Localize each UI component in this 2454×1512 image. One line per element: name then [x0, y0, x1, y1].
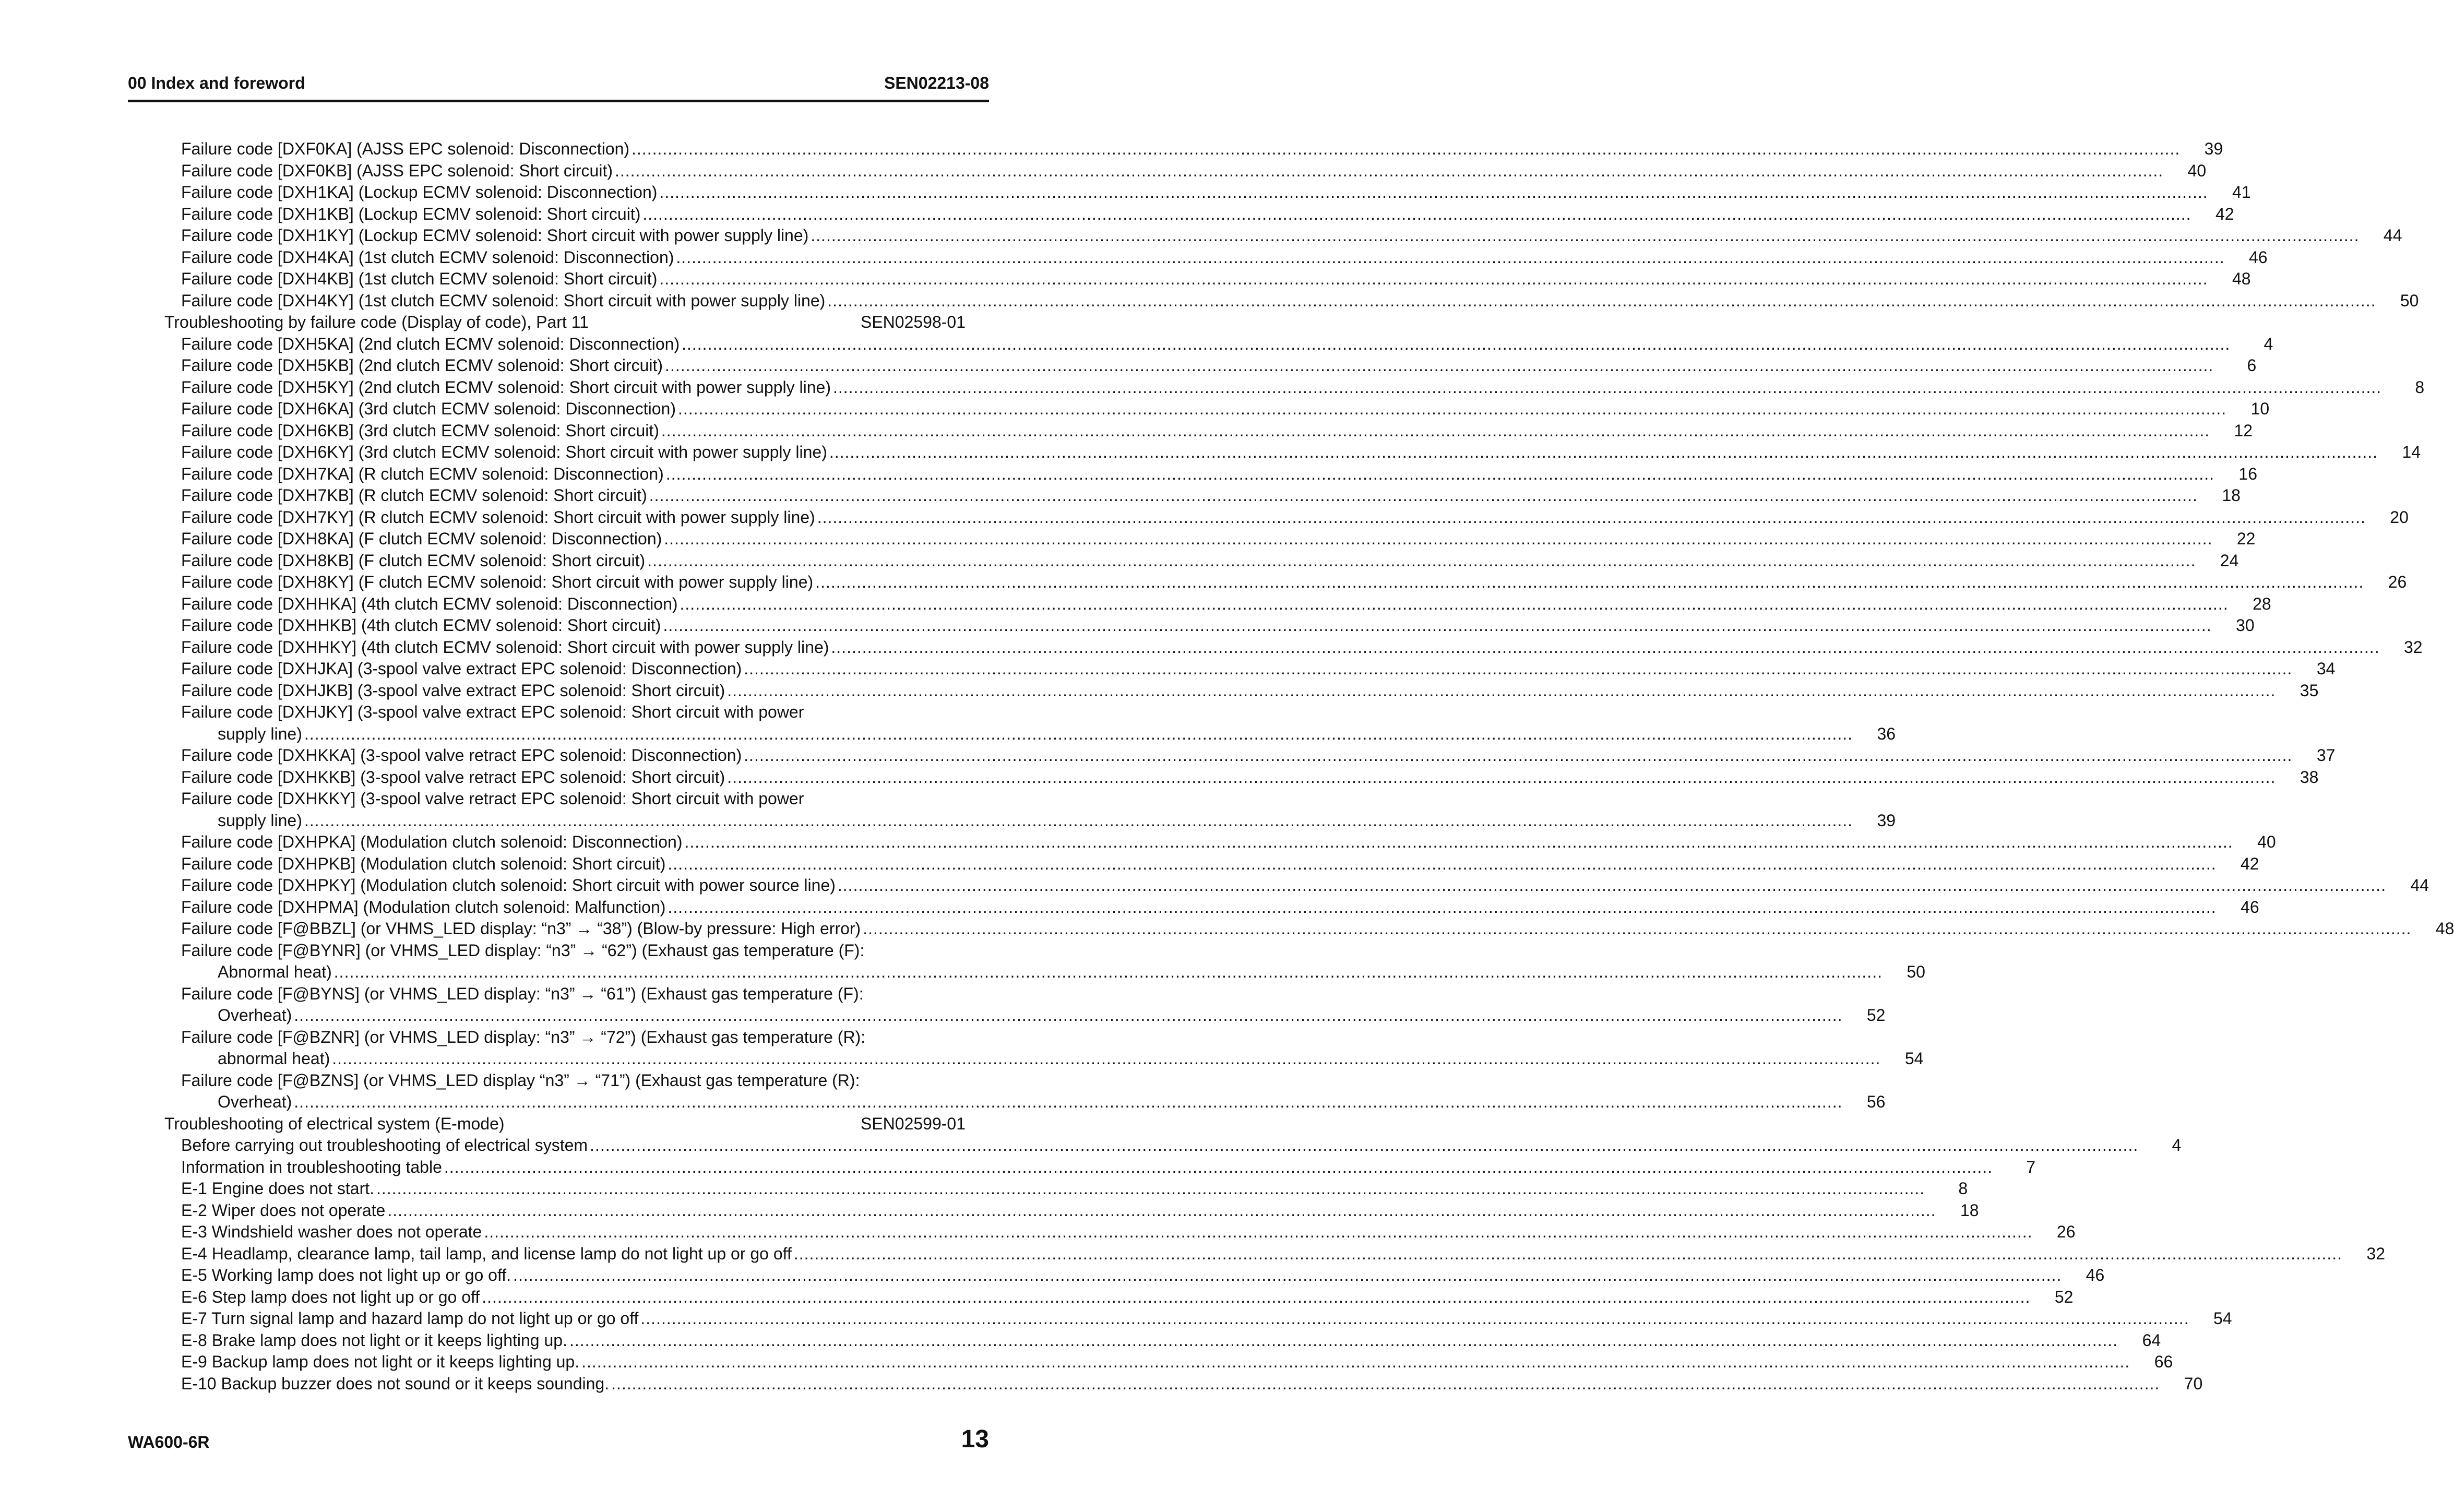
toc-entry[interactable]	[164, 1373, 2203, 1395]
toc-entry[interactable]	[164, 182, 2251, 204]
toc-dot-leader	[482, 1287, 2030, 1308]
toc-entry-page: 56	[1866, 1092, 1886, 1111]
document-code: SEN02213-08	[884, 74, 989, 92]
toc-entry[interactable]	[164, 1178, 1968, 1200]
toc-entry-title: Failure code [F@BYNS] (or VHMS_LED display: “n3” → “61”) (Exhaust gas temperature (F):	[181, 984, 864, 1003]
toc-entry[interactable]	[164, 831, 2276, 853]
toc-entry-title: Failure code [DXH5KY] (2nd clutch ECMV solenoid: Short circuit with power supply line)	[181, 377, 831, 397]
toc-section-title: Troubleshooting of electrical system (E-mode)	[164, 1114, 505, 1133]
toc-entry-page: 54	[1904, 1049, 1924, 1068]
toc-dot-leader	[829, 442, 2378, 463]
toc-entry-title: E-9 Backup lamp does not light or it keeps lighting up.	[181, 1352, 580, 1371]
toc-entry-page: 46	[2249, 247, 2268, 267]
header-divider	[128, 100, 989, 102]
toc-entry-title: Failure code [DXHHKY] (4th clutch ECMV solenoid: Short circuit with power supply line)	[181, 637, 829, 657]
toc-entry[interactable]	[164, 680, 2319, 702]
toc-entry-title: E-10 Backup buzzer does not sound or it keeps sounding.	[181, 1374, 610, 1393]
toc-entry-title: Failure code [DXHPKB] (Modulation clutch solenoid: Short circuit)	[181, 854, 666, 873]
toc-entry-page: 46	[2086, 1266, 2105, 1284]
toc-entry-page: 42	[2215, 204, 2234, 223]
toc-dot-leader	[666, 463, 2214, 485]
toc-entry-title: Failure code [DXH6KA] (3rd clutch ECMV solenoid: Disconnection)	[181, 399, 676, 418]
toc-dot-leader	[684, 831, 2233, 853]
toc-entry-title: E-8 Brake lamp does not light or it keeps lighting up.	[181, 1330, 567, 1350]
toc-entry-page: 70	[2184, 1374, 2203, 1393]
toc-dot-leader	[484, 1221, 2032, 1243]
toc-entry-title-continued: supply line)	[218, 724, 302, 743]
toc-dot-leader	[659, 268, 2208, 290]
toc-entry-page: 36	[1877, 724, 1896, 743]
toc-entry-title: Failure code [DXH1KA] (Lockup ECMV solenoid: Disconnection)	[181, 183, 658, 201]
toc-entry-title: E-7 Turn signal lamp and hazard lamp do not light up or go off	[181, 1309, 639, 1328]
toc-entry-title: Failure code [DXH6KY] (3rd clutch ECMV solenoid: Short circuit with power supply line)	[181, 443, 827, 461]
toc-entry-title: Failure code [DXHKKA] (3-spool valve retract EPC solenoid: Disconnection)	[181, 746, 742, 765]
toc-dot-leader	[863, 918, 2411, 940]
toc-entry[interactable]	[164, 853, 2259, 875]
toc-entry[interactable]	[164, 442, 2421, 463]
toc-entry-multiline[interactable]	[164, 1027, 1924, 1070]
toc-dot-leader	[682, 334, 2230, 355]
toc-dot-leader	[387, 1200, 1936, 1222]
toc-entry-title: Failure code [DXHPKA] (Modulation clutch solenoid: Disconnection)	[181, 832, 683, 851]
toc-entry-title: Failure code [F@BYNR] (or VHMS_LED display: “n3” → “62”) (Exhaust gas temperature (F):	[181, 940, 865, 960]
toc-entry-title: Failure code [DXH4KA] (1st clutch ECMV solenoid: Disconnection)	[181, 247, 674, 267]
toc-entry-page: 16	[2238, 464, 2258, 483]
toc-entry-page: 48	[2435, 919, 2454, 938]
toc-entry[interactable]	[164, 334, 2273, 355]
toc-entry-title: Failure code [DXH1KY] (Lockup ECMV solenoid: Short circuit with power supply line)	[181, 226, 809, 245]
toc-dot-leader	[665, 355, 2213, 377]
toc-dot-leader	[680, 593, 2229, 615]
toc-entry[interactable]	[164, 420, 2253, 442]
toc-entry-page: 39	[2204, 139, 2223, 158]
toc-entry-title: Failure code [DXH4KB] (1st clutch ECMV solenoid: Short circuit)	[181, 269, 658, 288]
toc-dot-leader	[304, 723, 1853, 745]
toc-entry-title: E-2 Wiper does not operate	[181, 1200, 386, 1220]
toc-entry-page: 4	[2264, 334, 2273, 353]
toc-entry-page: 32	[2366, 1244, 2386, 1263]
toc-entry-page: 8	[2415, 377, 2425, 397]
toc-dot-leader	[838, 875, 2386, 897]
toc-entry[interactable]	[164, 160, 2207, 182]
toc-entry[interactable]	[164, 593, 2271, 615]
toc-entry[interactable]	[164, 268, 2251, 290]
toc-dot-leader	[334, 961, 1883, 983]
toc-entry[interactable]	[164, 507, 2409, 529]
page-header	[128, 71, 989, 93]
toc-entry-multiline[interactable]	[164, 940, 1925, 983]
toc-entry-page: 12	[2234, 421, 2253, 440]
toc-dot-leader	[304, 810, 1853, 832]
toc-dot-leader	[744, 658, 2292, 680]
toc-entry-title-continued: Overheat)	[218, 1006, 292, 1025]
toc-entry-title: Failure code [DXHJKA] (3-spool valve extract EPC solenoid: Disconnection)	[181, 659, 742, 678]
toc-entry[interactable]	[164, 1308, 2232, 1330]
toc-section-code: SEN02598-01	[860, 313, 966, 331]
toc-entry[interactable]	[164, 745, 2336, 767]
toc-entry[interactable]	[164, 615, 2255, 637]
toc-dot-leader	[615, 160, 2163, 182]
toc-entry-page: 50	[2400, 291, 2419, 310]
toc-entry[interactable]	[164, 485, 2241, 507]
toc-entry-page: 64	[2142, 1330, 2161, 1350]
toc-dot-leader	[727, 680, 2276, 702]
toc-entry-title: Failure code [DXH8KY] (F clutch ECMV solenoid: Short circuit with power supply line)	[181, 573, 814, 591]
toc-entry-page: 32	[2403, 637, 2423, 657]
section-title: 00 Index and foreword	[128, 74, 305, 92]
toc-dot-leader	[513, 1265, 2062, 1287]
toc-dot-leader	[678, 398, 2226, 420]
toc-dot-leader	[647, 550, 2196, 572]
toc-entry[interactable]	[164, 637, 2423, 659]
toc-entry-title: Failure code [DXH8KA] (F clutch ECMV solenoid: Disconnection)	[181, 529, 662, 548]
toc-entry-title: Failure code [DXHPMA] (Modulation clutch solenoid: Malfunction)	[181, 897, 666, 916]
toc-entry[interactable]	[164, 225, 2402, 247]
toc-entry[interactable]	[164, 1287, 2074, 1308]
toc-entry-title-continued: abnormal heat)	[218, 1049, 330, 1068]
toc-entry-title: E-3 Windshield washer does not operate	[181, 1222, 482, 1241]
toc-entry-title: Failure code [F@BZNR] (or VHMS_LED display: “n3” → “72”) (Exhaust gas temperature (R):	[181, 1027, 866, 1046]
toc-entry-page: 48	[2232, 269, 2251, 288]
toc-section-heading[interactable]	[164, 1113, 966, 1135]
toc-entry-title: Failure code [DXHKKY] (3-spool valve retract EPC solenoid: Short circuit with power	[181, 789, 804, 808]
toc-entry-page: 40	[2187, 161, 2207, 180]
toc-entry-title: Failure code [DXH5KA] (2nd clutch ECMV solenoid: Disconnection)	[181, 334, 680, 353]
toc-entry-page: 37	[2316, 746, 2336, 765]
toc-entry-page: 44	[2383, 226, 2402, 245]
toc-entry-title: Failure code [DXHJKB] (3-spool valve extract EPC solenoid: Short circuit)	[181, 681, 725, 700]
toc-dot-leader	[649, 485, 2198, 507]
toc-entry[interactable]	[164, 1330, 2161, 1352]
toc-entry-page: 50	[1907, 962, 1925, 981]
toc-entry[interactable]	[164, 247, 2268, 269]
toc-entry[interactable]	[164, 550, 2239, 572]
toc-dot-leader	[661, 420, 2210, 442]
toc-dot-leader	[640, 1308, 2189, 1330]
toc-dot-leader	[332, 1048, 1880, 1070]
toc-entry-page: 34	[2316, 659, 2336, 678]
toc-dot-leader	[569, 1330, 2118, 1352]
toc-dot-leader	[611, 1373, 2160, 1395]
toc-entry[interactable]	[164, 1265, 2105, 1287]
toc-entry-page: 46	[2241, 897, 2259, 916]
toc-dot-leader	[794, 1243, 2342, 1265]
toc-entry-title: Failure code [DXF0KB] (AJSS EPC solenoid: Short circuit)	[181, 161, 613, 180]
toc-entry-multiline[interactable]	[164, 701, 1896, 745]
toc-dot-leader	[376, 1178, 1925, 1200]
toc-entry-title: Failure code [F@BZNS] (or VHMS_LED display “n3” → “71”) (Exhaust gas temperature (R):	[181, 1070, 860, 1090]
toc-entry-multiline[interactable]	[164, 1070, 1886, 1113]
toc-entry-title: E-6 Step lamp does not light up or go off	[181, 1287, 480, 1306]
toc-entry[interactable]	[164, 138, 2223, 160]
toc-entry-title: E-1 Engine does not start.	[181, 1179, 374, 1198]
toc-entry[interactable]	[164, 355, 2257, 377]
toc-dot-leader	[833, 377, 2381, 399]
toc-entry[interactable]	[164, 1221, 2076, 1243]
toc-entry[interactable]	[164, 1135, 2182, 1157]
toc-dot-leader	[642, 204, 2191, 225]
toc-entry-title: Failure code [DXH6KB] (3rd clutch ECMV solenoid: Short circuit)	[181, 421, 659, 440]
toc-entry-multiline[interactable]	[164, 788, 1896, 831]
toc-dot-leader	[815, 572, 2364, 593]
toc-entry-page: 39	[1877, 811, 1896, 830]
toc-entry[interactable]	[164, 1200, 1979, 1222]
toc-entry-multiline[interactable]	[164, 983, 1886, 1027]
toc-dot-leader	[581, 1351, 2130, 1373]
toc-entry-page: 22	[2236, 529, 2256, 548]
toc-entry-page: 54	[2213, 1309, 2232, 1328]
footer-page-number: 13	[961, 1425, 989, 1453]
toc-entry-title: Failure code [DXHPKY] (Modulation clutch solenoid: Short circuit with power source line)	[181, 876, 836, 895]
toc-entry-title-continued: Abnormal heat)	[218, 962, 332, 981]
toc-dot-leader	[664, 528, 2212, 550]
toc-entry[interactable]	[164, 204, 2234, 225]
toc-entry-page: 18	[1960, 1200, 1979, 1220]
toc-entry[interactable]	[164, 1157, 2036, 1178]
toc-entry-title: Failure code [DXH7KA] (R clutch ECMV solenoid: Disconnection)	[181, 464, 664, 483]
toc-entry-page: 28	[2253, 594, 2271, 613]
toc-entry-page: 4	[2172, 1136, 2182, 1154]
toc-entry-page: 26	[2388, 573, 2407, 591]
toc-dot-leader	[590, 1135, 2138, 1157]
toc-entry-page: 30	[2236, 616, 2255, 635]
toc-entry-title: Failure code [F@BBZL] (or VHMS_LED display: “n3” → “38”) (Blow-by pressure: High error)	[181, 919, 861, 938]
toc-dot-leader	[827, 290, 2376, 312]
toc-section-title: Troubleshooting by failure code (Display of code), Part 11	[164, 313, 589, 331]
toc-entry-title: Failure code [DXF0KA] (AJSS EPC solenoid: Disconnection)	[181, 139, 630, 158]
toc-entry[interactable]	[164, 572, 2407, 593]
toc-entry-title: Failure code [DXH8KB] (F clutch ECMV solenoid: Short circuit)	[181, 551, 646, 570]
toc-entry-title: Failure code [DXHHKA] (4th clutch ECMV solenoid: Disconnection)	[181, 594, 678, 613]
toc-section-heading[interactable]	[164, 312, 966, 334]
toc-dot-leader	[744, 745, 2292, 767]
toc-entry-title: Failure code [DXH7KB] (R clutch ECMV solenoid: Short circuit)	[181, 486, 647, 505]
toc-entry-page: 52	[1866, 1006, 1886, 1025]
toc-dot-leader	[659, 182, 2208, 204]
toc-entry-page: 26	[2056, 1222, 2076, 1241]
toc-entry-page: 7	[2026, 1157, 2036, 1176]
toc-entry-title: Failure code [DXH1KB] (Lockup ECMV solenoid: Short circuit)	[181, 204, 641, 223]
toc-entry-page: 10	[2250, 399, 2270, 418]
toc-dot-leader	[811, 225, 2359, 247]
toc-entry-title: Information in troubleshooting table	[181, 1157, 442, 1176]
toc-entry[interactable]	[164, 767, 2319, 789]
toc-entry-title: Failure code [DXHKKB] (3-spool valve retract EPC solenoid: Short circuit)	[181, 767, 725, 787]
toc-entry-page: 41	[2232, 183, 2251, 201]
toc-entry[interactable]	[164, 875, 2429, 897]
toc-dot-leader	[663, 615, 2211, 637]
toc-entry-title: E-5 Working lamp does not light up or go off.	[181, 1266, 511, 1284]
toc-dot-leader	[444, 1157, 1993, 1178]
toc-entry-title: Before carrying out troubleshooting of electrical system	[181, 1136, 588, 1154]
toc-entry-title: Failure code [DXH5KB] (2nd clutch ECMV solenoid: Short circuit)	[181, 356, 663, 375]
toc-dot-leader	[727, 767, 2276, 789]
toc-entry[interactable]	[164, 897, 2259, 919]
toc-entry-page: 18	[2222, 486, 2241, 505]
toc-entry-page: 38	[2300, 767, 2319, 787]
toc-entry[interactable]	[164, 1243, 2386, 1265]
toc-entry-title: E-4 Headlamp, clearance lamp, tail lamp, and license lamp do not light up or go off	[181, 1244, 792, 1263]
toc-entry-page: 24	[2220, 551, 2239, 570]
toc-entry-page: 35	[2300, 681, 2319, 700]
toc-entry[interactable]	[164, 377, 2425, 399]
toc-entry-title: Failure code [DXH7KY] (R clutch ECMV solenoid: Short circuit with power supply line)	[181, 507, 815, 527]
toc-entry[interactable]	[164, 290, 2419, 312]
toc-entry-page: 66	[2154, 1352, 2173, 1371]
toc-entry-page: 44	[2410, 876, 2429, 895]
toc-dot-leader	[668, 897, 2216, 919]
toc-entry[interactable]	[164, 1351, 2173, 1373]
footer-model: WA600-6R	[128, 1433, 210, 1451]
toc-entry-title: Failure code [DXH4KY] (1st clutch ECMV solenoid: Short circuit with power supply line)	[181, 291, 826, 310]
toc-entry-title-continued: supply line)	[218, 811, 302, 830]
toc-dot-leader	[676, 247, 2224, 269]
toc-dot-leader	[294, 1091, 1842, 1113]
toc-entry-page: 40	[2257, 832, 2276, 851]
toc-dot-leader	[817, 507, 2366, 529]
toc-dot-leader	[831, 637, 2379, 659]
toc-entry-page: 6	[2247, 356, 2257, 375]
toc-entry[interactable]	[164, 918, 2454, 940]
toc-entry-title: Failure code [DXHJKY] (3-spool valve extract EPC solenoid: Short circuit with power	[181, 703, 804, 721]
toc-entry-title: Failure code [DXHHKB] (4th clutch ECMV solenoid: Short circuit)	[181, 616, 661, 635]
toc-dot-leader	[668, 853, 2216, 875]
toc-entry[interactable]	[164, 658, 2336, 680]
toc-section-code: SEN02599-01	[860, 1114, 966, 1133]
toc-entry-title-continued: Overheat)	[218, 1092, 292, 1111]
toc-entry-page: 52	[2054, 1287, 2074, 1306]
table-of-contents	[164, 138, 2454, 1395]
toc-entry-page: 20	[2390, 507, 2409, 527]
toc-entry-page: 14	[2402, 443, 2421, 461]
toc-entry-page: 8	[1958, 1179, 1968, 1198]
toc-entry[interactable]	[164, 463, 2258, 485]
toc-dot-leader	[632, 138, 2180, 160]
toc-entry[interactable]	[164, 528, 2256, 550]
toc-entry-page: 42	[2241, 854, 2259, 873]
toc-dot-leader	[294, 1005, 1842, 1027]
toc-entry[interactable]	[164, 398, 2270, 420]
